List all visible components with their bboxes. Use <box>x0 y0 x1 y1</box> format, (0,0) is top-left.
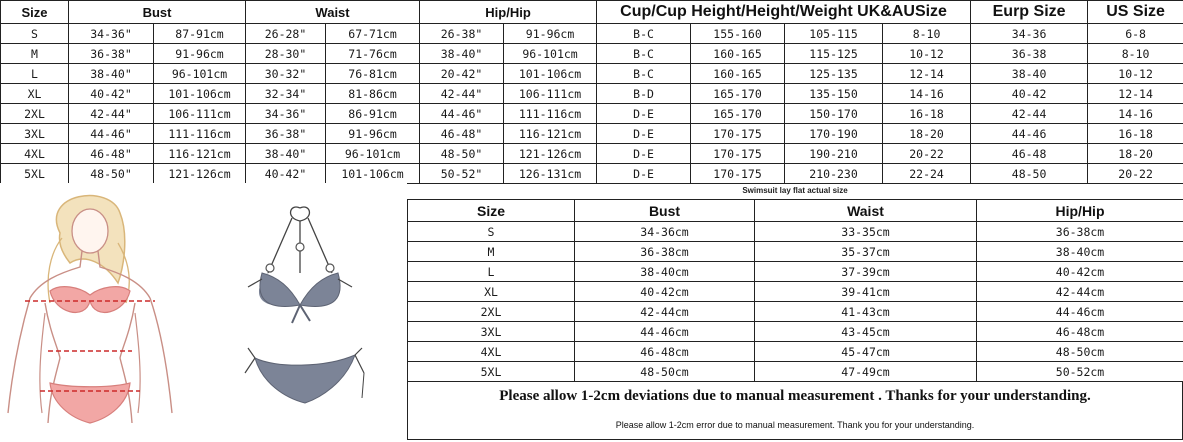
table-cell: 42-44" <box>69 104 154 124</box>
table-cell: 150-170 <box>785 104 883 124</box>
table-cell: 16-18 <box>1088 124 1183 144</box>
table-cell: 46-48" <box>69 144 154 164</box>
table-cell: 38-40cm <box>977 242 1183 262</box>
table-cell: 42-44cm <box>575 302 755 322</box>
table-cell: 3XL <box>408 322 575 342</box>
table-cell: 16-18 <box>883 104 971 124</box>
table-cell: M <box>408 242 575 262</box>
table-cell: 36-38cm <box>977 222 1183 242</box>
table-cell: D-E <box>597 124 691 144</box>
table-row <box>408 342 1183 362</box>
table-cell: 91-96cm <box>326 124 420 144</box>
table-cell: 135-150 <box>785 84 883 104</box>
table-cell: 34-36" <box>246 104 326 124</box>
table-cell: 46-48" <box>420 124 504 144</box>
table-cell: D-E <box>597 104 691 124</box>
table-row <box>1 64 1183 84</box>
table-cell: 155-160 <box>691 24 785 44</box>
table-cell: 44-46cm <box>575 322 755 342</box>
bikini-bottom-icon <box>245 348 364 403</box>
table-cell: 34-36cm <box>575 222 755 242</box>
table-cell: 190-210 <box>785 144 883 164</box>
table-cell: 5XL <box>408 362 575 382</box>
table-cell: 4XL <box>1 144 69 164</box>
flat-size-caption: Swimsuit lay flat actual size <box>742 186 848 195</box>
table-cell: 22-24 <box>883 164 971 184</box>
table-cell: 111-116cm <box>154 124 246 144</box>
table-cell: 42-44" <box>420 84 504 104</box>
illustration-area <box>0 183 407 442</box>
table-cell: 165-170 <box>691 104 785 124</box>
table-cell: 30-32" <box>246 64 326 84</box>
table-cell: 121-126cm <box>154 164 246 184</box>
table-cell: 210-230 <box>785 164 883 184</box>
table-cell: 40-42 <box>971 84 1088 104</box>
table-row <box>1 44 1183 64</box>
table-cell: 125-135 <box>785 64 883 84</box>
table-cell: 33-35cm <box>755 222 977 242</box>
table-cell: B-C <box>597 64 691 84</box>
body-measurement-sketch-icon <box>8 196 172 423</box>
flat-header-bust: Bust <box>575 200 755 222</box>
table-cell: 38-40" <box>246 144 326 164</box>
table-cell: 34-36" <box>69 24 154 44</box>
table-cell: 20-22 <box>1088 164 1183 184</box>
table-cell: 4XL <box>408 342 575 362</box>
table-cell: 8-10 <box>1088 44 1183 64</box>
table-cell: 36-38" <box>246 124 326 144</box>
table-cell: 44-46cm <box>977 302 1183 322</box>
table-cell: 160-165 <box>691 44 785 64</box>
table-cell: 36-38" <box>69 44 154 64</box>
table-cell: 40-42cm <box>575 282 755 302</box>
table-cell: 28-30" <box>246 44 326 64</box>
header-waist: Waist <box>246 1 420 24</box>
table-cell: 18-20 <box>1088 144 1183 164</box>
table-cell: 40-42" <box>246 164 326 184</box>
flat-header-waist: Waist <box>755 200 977 222</box>
table-cell: 46-48 <box>971 144 1088 164</box>
table-cell: 96-101cm <box>504 44 597 64</box>
table-cell: 43-45cm <box>755 322 977 342</box>
table-cell: 101-106cm <box>154 84 246 104</box>
table-cell: 116-121cm <box>504 124 597 144</box>
table-cell: 44-46 <box>971 124 1088 144</box>
flat-header-row <box>408 200 1183 222</box>
table-cell: B-D <box>597 84 691 104</box>
table-row <box>408 242 1183 262</box>
table-cell: B-C <box>597 44 691 64</box>
flat-header-size: Size <box>408 200 575 222</box>
table-cell: M <box>1 44 69 64</box>
table-row <box>408 222 1183 242</box>
table-cell: 67-71cm <box>326 24 420 44</box>
table-cell: 26-28" <box>246 24 326 44</box>
table-cell: 115-125 <box>785 44 883 64</box>
table-cell: 111-116cm <box>504 104 597 124</box>
table-cell: 10-12 <box>1088 64 1183 84</box>
table-cell: 12-14 <box>883 64 971 84</box>
table-cell: 40-42cm <box>977 262 1183 282</box>
table-cell: 101-106cm <box>326 164 420 184</box>
table-cell: 42-44cm <box>977 282 1183 302</box>
table-cell: 81-86cm <box>326 84 420 104</box>
table-cell: 41-43cm <box>755 302 977 322</box>
size-chart-header-row <box>1 1 1183 24</box>
flat-size-table <box>407 199 1183 382</box>
table-cell: 76-81cm <box>326 64 420 84</box>
bikini-top-icon <box>248 207 352 323</box>
table-cell: 50-52cm <box>977 362 1183 382</box>
table-cell: L <box>408 262 575 282</box>
table-cell: D-E <box>597 164 691 184</box>
table-cell: 38-40 <box>971 64 1088 84</box>
table-cell: L <box>1 64 69 84</box>
table-cell: XL <box>408 282 575 302</box>
table-cell: 35-37cm <box>755 242 977 262</box>
table-cell: 12-14 <box>1088 84 1183 104</box>
table-cell: B-C <box>597 24 691 44</box>
table-cell: S <box>1 24 69 44</box>
table-cell: 26-38" <box>420 24 504 44</box>
table-row <box>1 124 1183 144</box>
table-cell: 91-96cm <box>504 24 597 44</box>
table-cell: 20-22 <box>883 144 971 164</box>
table-cell: 44-46" <box>69 124 154 144</box>
table-cell: 8-10 <box>883 24 971 44</box>
table-cell: 160-165 <box>691 64 785 84</box>
table-cell: 18-20 <box>883 124 971 144</box>
table-cell: 47-49cm <box>755 362 977 382</box>
table-cell: 2XL <box>1 104 69 124</box>
table-row <box>408 282 1183 302</box>
table-cell: 71-76cm <box>326 44 420 64</box>
table-cell: 40-42" <box>69 84 154 104</box>
table-cell: 32-34" <box>246 84 326 104</box>
flat-header-hip: Hip/Hip <box>977 200 1183 222</box>
table-cell: 116-121cm <box>154 144 246 164</box>
table-row <box>1 84 1183 104</box>
header-bust: Bust <box>69 1 246 24</box>
table-cell: 48-50cm <box>977 342 1183 362</box>
table-cell: D-E <box>597 144 691 164</box>
table-row <box>1 104 1183 124</box>
table-cell: 36-38cm <box>575 242 755 262</box>
header-cup-height-weight-ukau: Cup/Cup Height/Height/Weight UK&AUSize <box>597 1 971 24</box>
table-cell: 170-190 <box>785 124 883 144</box>
table-row <box>408 302 1183 322</box>
table-cell: 14-16 <box>883 84 971 104</box>
table-cell: 87-91cm <box>154 24 246 44</box>
header-hip: Hip/Hip <box>420 1 597 24</box>
table-row <box>408 362 1183 382</box>
table-cell: 48-50cm <box>575 362 755 382</box>
table-cell: 106-111cm <box>504 84 597 104</box>
table-cell: 44-46" <box>420 104 504 124</box>
table-cell: 121-126cm <box>504 144 597 164</box>
table-cell: 46-48cm <box>977 322 1183 342</box>
table-cell: 14-16 <box>1088 104 1183 124</box>
table-cell: 42-44 <box>971 104 1088 124</box>
table-cell: 165-170 <box>691 84 785 104</box>
table-cell: 96-101cm <box>154 64 246 84</box>
header-us-size: US Size <box>1088 1 1183 24</box>
table-cell: 45-47cm <box>755 342 977 362</box>
table-row <box>1 144 1183 164</box>
table-cell: 50-52" <box>420 164 504 184</box>
table-cell: 106-111cm <box>154 104 246 124</box>
table-cell: 10-12 <box>883 44 971 64</box>
size-chart-table <box>0 0 1183 184</box>
table-cell: 170-175 <box>691 164 785 184</box>
table-cell: 96-101cm <box>326 144 420 164</box>
measurement-notice-small: Please allow 1-2cm error due to manual measurement. Thank you for your understanding. <box>615 420 975 430</box>
table-cell: 34-36 <box>971 24 1088 44</box>
header-size: Size <box>1 1 69 24</box>
table-cell: 48-50" <box>420 144 504 164</box>
table-row <box>1 164 1183 184</box>
table-cell: 38-40" <box>69 64 154 84</box>
header-eu-size: Eurp Size <box>971 1 1088 24</box>
table-cell: 2XL <box>408 302 575 322</box>
table-cell: 37-39cm <box>755 262 977 282</box>
table-cell: 5XL <box>1 164 69 184</box>
table-cell: 6-8 <box>1088 24 1183 44</box>
table-cell: 46-48cm <box>575 342 755 362</box>
table-cell: 3XL <box>1 124 69 144</box>
table-cell: S <box>408 222 575 242</box>
table-cell: 101-106cm <box>504 64 597 84</box>
table-cell: 20-42" <box>420 64 504 84</box>
table-cell: XL <box>1 84 69 104</box>
table-cell: 48-50" <box>69 164 154 184</box>
table-cell: 91-96cm <box>154 44 246 64</box>
table-cell: 105-115 <box>785 24 883 44</box>
table-cell: 38-40cm <box>575 262 755 282</box>
table-cell: 48-50 <box>971 164 1088 184</box>
table-cell: 170-175 <box>691 124 785 144</box>
table-row <box>408 322 1183 342</box>
table-cell: 38-40" <box>420 44 504 64</box>
table-cell: 36-38 <box>971 44 1088 64</box>
table-row <box>1 24 1183 44</box>
table-cell: 126-131cm <box>504 164 597 184</box>
table-row <box>408 262 1183 282</box>
measurement-notice: Please allow 1-2cm deviations due to manual measurement . Thanks for your understanding. <box>499 388 1091 404</box>
table-cell: 170-175 <box>691 144 785 164</box>
table-cell: 39-41cm <box>755 282 977 302</box>
table-cell: 86-91cm <box>326 104 420 124</box>
